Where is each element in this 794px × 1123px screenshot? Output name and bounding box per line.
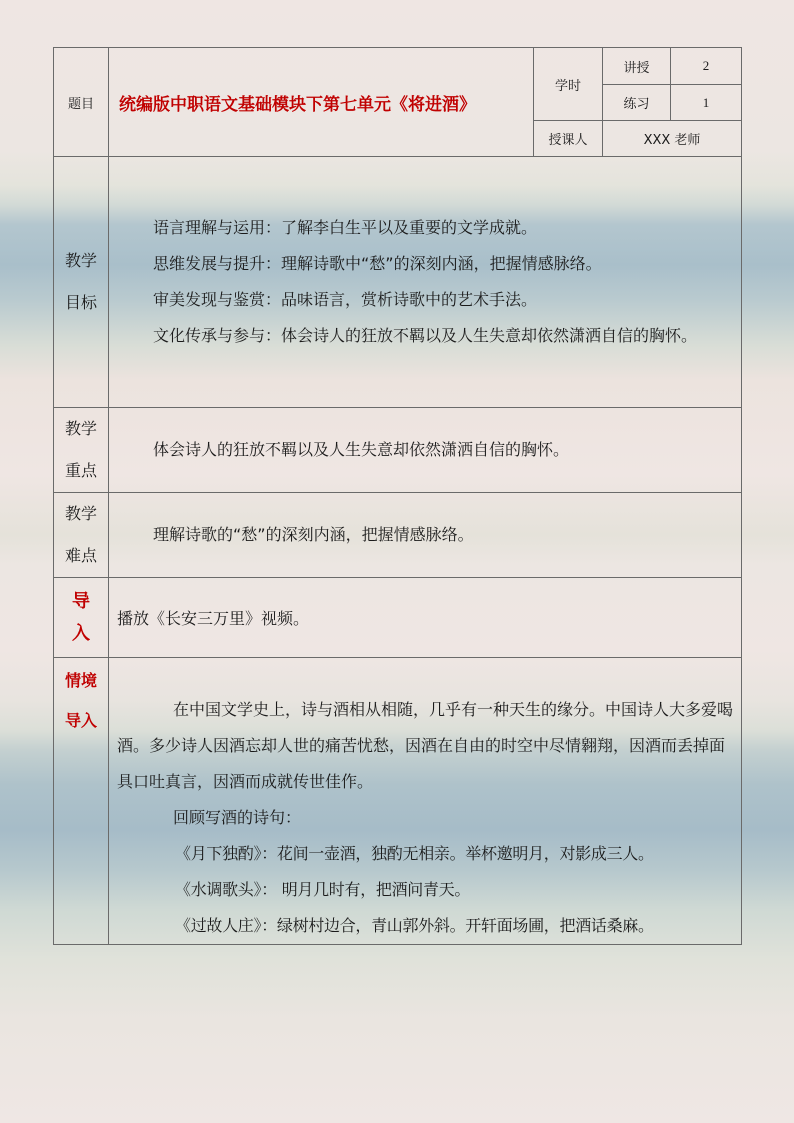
topic-label: 题目	[54, 48, 109, 157]
intro-label	[54, 578, 109, 658]
poem-text: ：花间一壶酒，独酌无相亲。举杯邀明月，对影成三人。	[261, 844, 654, 863]
review-line: 回顾写酒的诗句：	[173, 808, 302, 827]
objectives-label-line1: 教学	[64, 251, 97, 270]
poem-line	[117, 872, 737, 908]
poem-line	[117, 836, 737, 872]
situation-label	[54, 658, 109, 945]
key-points-text: 体会诗人的狂放不羁以及人生失意却依然潇洒自信的胸怀。	[109, 408, 742, 493]
difficulties-label-line1: 教学	[64, 504, 97, 523]
hours-label: 学时	[534, 48, 603, 121]
situation-label-line2: 导入	[64, 711, 97, 730]
difficulties-text: 理解诗歌的“愁”的深刻内涵，把握情感脉络。	[109, 493, 742, 578]
key-points-label-line1: 教学	[64, 419, 97, 438]
situation-label-line1: 情境	[64, 671, 97, 690]
key-points-label	[54, 408, 109, 493]
difficulties-label-line2: 难点	[64, 546, 97, 565]
teacher-value: XXX 老师	[603, 121, 742, 157]
objectives-label-line2: 目标	[64, 293, 97, 312]
intro-label-line1: 导	[72, 590, 90, 612]
lesson-plan-table	[53, 47, 742, 945]
poem-title: 《水调歌头》	[175, 880, 262, 899]
poem-title: 《月下独酌》	[175, 844, 262, 863]
practice-label: 练习	[603, 85, 671, 121]
situation-paragraph: 在中国文学史上，诗与酒相从相随，几乎有一种天生的缘分。中国诗人大多爱喝酒。多少诗人因酒忘却人世的痛苦忧愁，因酒在自由的时空中尽情翱翔，因酒而丢掉面具口吐真言，因酒而成就传世佳作。	[117, 700, 734, 791]
lecture-hours-value: 2	[671, 48, 742, 85]
situation-content	[109, 658, 742, 945]
poem-text: ： 明月几时有，把酒问青天。	[261, 880, 471, 899]
objective-item: 文化传承与参与：体会诗人的狂放不羁以及人生失意却依然潇洒自信的胸怀。	[153, 326, 698, 345]
practice-hours-value: 1	[671, 85, 742, 121]
intro-text: 播放《长安三万里》视频。	[109, 578, 742, 658]
objectives-content	[109, 157, 742, 408]
difficulties-label	[54, 493, 109, 578]
objective-item: 审美发现与鉴赏：品味语言，赏析诗歌中的艺术手法。	[153, 290, 538, 309]
objective-item: 语言理解与运用：了解李白生平以及重要的文学成就。	[153, 218, 538, 237]
poem-line	[117, 908, 737, 944]
objective-item: 思维发展与提升：理解诗歌中“愁”的深刻内涵，把握情感脉络。	[153, 254, 602, 273]
lesson-title: 统编版中职语文基础模块下第七单元《将进酒》	[109, 48, 534, 157]
lecture-label: 讲授	[603, 48, 671, 85]
key-points-label-line2: 重点	[64, 461, 97, 480]
poem-text: ：绿树村边合，青山郭外斜。开轩面场圃，把酒话桑麻。	[261, 916, 654, 935]
objectives-label	[54, 157, 109, 408]
teacher-label: 授课人	[534, 121, 603, 157]
intro-label-line2: 入	[72, 622, 90, 644]
poem-title: 《过故人庄》	[175, 916, 262, 935]
